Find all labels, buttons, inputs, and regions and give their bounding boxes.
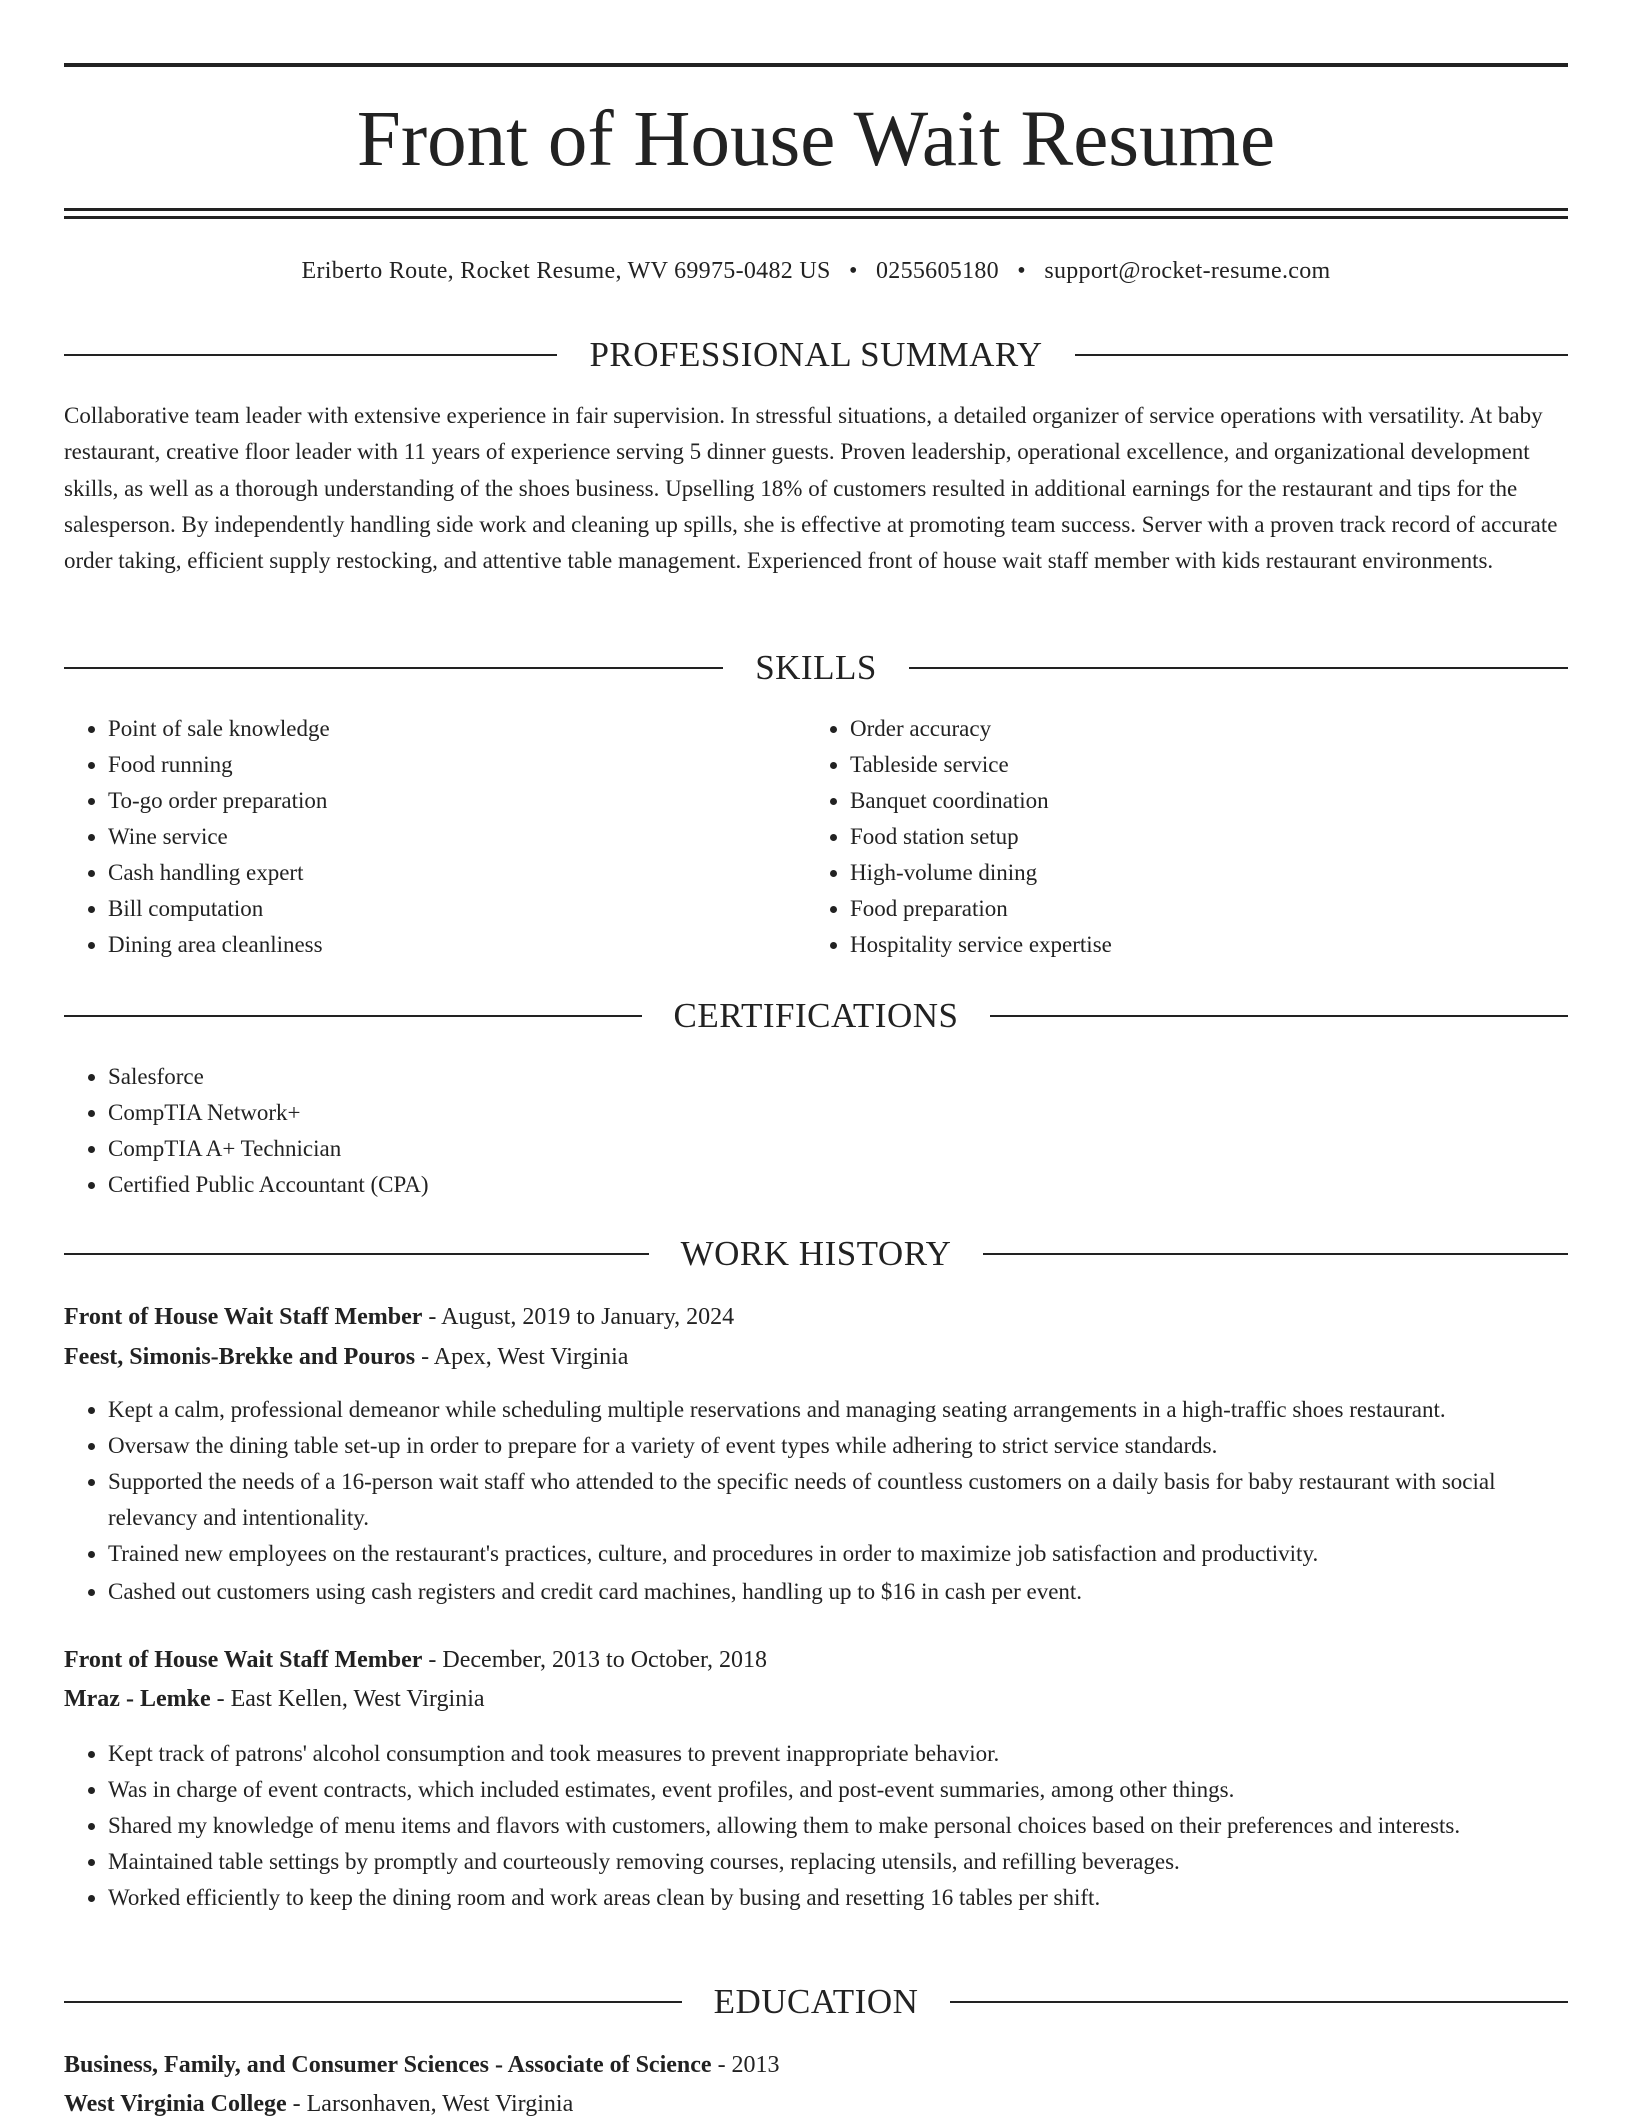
job-title: Front of House Wait Staff Member: [64, 1647, 423, 1673]
job-duty-item: • Oversaw the dining table set-up in order to prepare for a variety of event types while adhering to strict service standards.: [108, 1428, 1568, 1464]
certifications-list: [64, 1059, 1568, 1203]
education-heading-label: EDUCATION: [713, 1982, 919, 2021]
resume-title: Front of House Wait Resume: [356, 96, 1276, 183]
certification-item: • Salesforce: [108, 1059, 1568, 1095]
certifications-heading-label: CERTIFICATIONS: [673, 996, 959, 1035]
job-employer-line: [64, 1340, 1568, 1374]
job-duty-item: • Supported the needs of a 16-person wait staff who attended to the specific needs of countless customers on a daily basis for baby restaurant with social relevancy and intentionality.: [108, 1464, 1568, 1536]
job-duty-item: • Kept a calm, professional demeanor while scheduling multiple reservations and managing seating arrangements in a high-traffic shoes restaurant.: [108, 1392, 1568, 1428]
heading-rule-left: [64, 1253, 649, 1255]
summary-text: Collaborative team leader with extensive experience in fair supervision. In stressful situations, a detailed organizer of service operations with versatility. At baby restaurant, creative floor leader with 11 years of experience serving 5 dinner guests. Proven leadership, operational excellence, and organizational development skills, as well as a thorough understanding of the shoes business. Upselling 18% of customers resulted in additional earnings for the restaurant and tips for the salesperson. By independently handling side work and cleaning up spills, she is effective at promoting team success. Server with a proven track record of accurate order taking, efficient supply restocking, and attentive table management. Experienced front of house wait staff member with kids restaurant environments.: [64, 403, 1558, 574]
heading-rule-right: [950, 2001, 1568, 2003]
job-dates: - August, 2019 to January, 2024: [422, 1304, 735, 1330]
title-rule-upper: [64, 208, 1568, 211]
summary-heading-label: PROFESSIONAL SUMMARY: [589, 335, 1043, 374]
education-school: West Virginia College: [64, 2091, 287, 2117]
skills-list-right: [806, 711, 1550, 963]
job-title-line: [64, 1643, 1568, 1677]
job-employer: Mraz - Lemke: [64, 1686, 211, 1712]
skill-item: • Cash handling expert: [108, 855, 808, 891]
education-school-line: [64, 2087, 1568, 2121]
skill-item: • High-volume dining: [850, 855, 1550, 891]
heading-rule-left: [64, 2001, 682, 2003]
skill-item: • Tableside service: [850, 747, 1550, 783]
certifications-heading: [64, 994, 1568, 1038]
contact-email: support@rocket-resume.com: [1044, 258, 1331, 284]
job-employer: Feest, Simonis-Brekke and Pouros: [64, 1344, 416, 1370]
education-year: - 2013: [711, 2052, 780, 2078]
skill-item: • Food station setup: [850, 819, 1550, 855]
job-duty-item: • Trained new employees on the restaurant's practices, culture, and procedures in order to maximize job satisfaction and productivity.: [108, 1536, 1568, 1572]
job-duties-list: [64, 1392, 1568, 1610]
top-rule: [64, 63, 1568, 67]
certification-item: • Certified Public Accountant (CPA): [108, 1167, 1568, 1203]
contact-phone: 0255605180: [875, 258, 999, 284]
summary-heading: [64, 333, 1568, 377]
skill-item: • Order accuracy: [850, 711, 1550, 747]
certification-item: • CompTIA A+ Technician: [108, 1131, 1568, 1167]
skill-item: • Banquet coordination: [850, 783, 1550, 819]
skill-item: • To-go order preparation: [108, 783, 808, 819]
skills-heading-label: SKILLS: [755, 648, 877, 687]
title-rule-lower: [64, 216, 1568, 219]
skills-heading: [64, 646, 1568, 690]
contact-line: [64, 254, 1568, 288]
education-degree: Business, Family, and Consumer Sciences - Associate of Science: [64, 2052, 712, 2078]
skill-item: • Food preparation: [850, 891, 1550, 927]
heading-rule-right: [983, 1253, 1568, 1255]
contact-address: Eriberto Route, Rocket Resume, WV 69975-0482 US: [301, 258, 831, 284]
skills-list-left: [64, 711, 808, 963]
heading-rule-right: [909, 667, 1568, 669]
contact-separator: •: [1017, 258, 1026, 284]
skill-item: • Wine service: [108, 819, 808, 855]
job-duty-item: • Was in charge of event contracts, which included estimates, event profiles, and post-event summaries, among other things.: [108, 1772, 1568, 1808]
education-degree-line: [64, 2048, 1568, 2082]
skill-item: • Hospitality service expertise: [850, 927, 1550, 963]
certification-item: • CompTIA Network+: [108, 1095, 1568, 1131]
education-location: - Larsonhaven, West Virginia: [286, 2091, 574, 2117]
skill-item: • Bill computation: [108, 891, 808, 927]
heading-rule-right: [990, 1015, 1568, 1017]
skill-item: • Food running: [108, 747, 808, 783]
skill-item: • Point of sale knowledge: [108, 711, 808, 747]
job-duty-item: • Cashed out customers using cash registers and credit card machines, handling up to $16 in cash per event.: [108, 1574, 1568, 1610]
job-location: - East Kellen, West Virginia: [210, 1686, 485, 1712]
job-duty-item: • Maintained table settings by promptly and courteously removing courses, replacing utensils, and refilling beverages.: [108, 1844, 1568, 1880]
job-duty-item: • Shared my knowledge of menu items and flavors with customers, allowing them to make personal choices based on their preferences and interests.: [108, 1808, 1568, 1844]
heading-rule-left: [64, 667, 723, 669]
job-employer-line: [64, 1682, 1568, 1716]
job-title: Front of House Wait Staff Member: [64, 1304, 423, 1330]
job-duty-item: • Worked efficiently to keep the dining room and work areas clean by busing and resetting 16 tables per shift.: [108, 1880, 1568, 1916]
job-location: - Apex, West Virginia: [415, 1344, 629, 1370]
work-history-heading-label: WORK HISTORY: [680, 1234, 952, 1273]
job-title-line: [64, 1300, 1568, 1334]
contact-separator: •: [848, 258, 858, 284]
work-history-heading: [64, 1232, 1568, 1276]
heading-rule-left: [64, 354, 557, 356]
job-duty-item: • Kept track of patrons' alcohol consumption and took measures to prevent inappropriate behavior.: [108, 1736, 1568, 1772]
skill-item: • Dining area cleanliness: [108, 927, 808, 963]
job-duties-list: [64, 1736, 1568, 1916]
education-heading: [64, 1980, 1568, 2024]
heading-rule-left: [64, 1015, 642, 1017]
job-dates: - December, 2013 to October, 2018: [422, 1647, 768, 1673]
heading-rule-right: [1075, 354, 1568, 356]
